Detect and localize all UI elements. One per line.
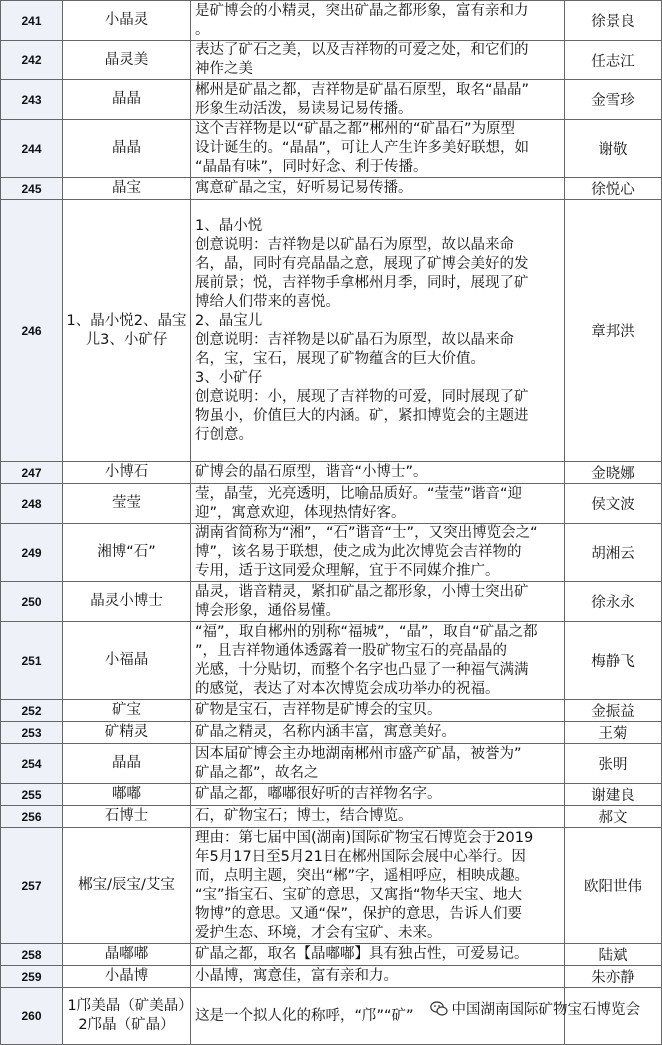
table-row [1,462,662,484]
rationale-line: 湖南省简称为“湘”，“石”谐音“士”，又突出博览会之“ [195,525,538,541]
rationale-line: 寓意矿晶之宝，好听易记易传播。 [195,180,413,196]
rationale-line: 矿晶之都，嘟嘟很好听的吉祥物名字。 [195,786,442,802]
rationale-line: 神作之美 [195,61,253,77]
author-name: 徐永永 [565,582,662,622]
row-number: 247 [1,462,63,484]
author-name: 金雪珍 [565,80,662,120]
table-row [1,828,662,944]
name-rationale [191,582,565,622]
author-name: 谢建良 [565,784,662,806]
rationale-line: “宝”指宝石、宝矿的意思，又寓指“物华天宝、地大 [195,886,523,903]
mascot-name: 1邝美晶（矿美晶）2邝晶（矿晶） [63,988,191,1045]
watermark-text: 中国湖南国际矿物宝石博览会 [451,1002,640,1018]
rationale-line: 小晶博，寓意佳，富有亲和力。 [195,968,398,984]
mascot-name: 晶晶 [63,80,191,120]
mascot-name: 小博石 [63,462,191,484]
table-row [1,966,662,988]
table-row [1,622,662,700]
name-rationale [191,484,565,524]
name-rationale [191,200,565,462]
rationale-line: 名，宝，宝石，展现了矿物蕴含的巨大价值。 [195,350,485,367]
mascot-name: 矿精灵 [63,722,191,744]
rationale-line: “晶晶有味”，同时好念、利于传播。 [195,159,428,175]
rationale-line: 因本届矿博会主办地湖南郴州市盛产矿晶，被誉为” [195,745,522,762]
rationale-line: 矿晶之都”，故名之 [195,764,319,781]
name-rationale [191,944,565,966]
author-name: 章邦洪 [565,200,662,462]
mascot-name: 晶宝 [63,178,191,200]
row-number: 241 [1,1,63,41]
row-number: 257 [1,828,63,944]
row-number: 259 [1,966,63,988]
rationale-line: 物博”的意思。又通“保”，保护的意思，告诉人们要 [195,905,523,922]
author-name: 陆斌 [565,944,662,966]
row-number: 260 [1,988,63,1045]
author-name: 徐悦心 [565,178,662,200]
rationale-line: 晶灵，谐音精灵，紧扣矿晶之都形象，小博士突出矿 [195,583,529,600]
rationale-line: “福”，取自郴州的别称“福城”，“晶”，取自“矿晶之都 [195,623,538,640]
row-number: 254 [1,744,63,784]
rationale-line: 这是一个拟人化的称呼，“邝”“矿” [195,1007,414,1024]
mascot-name: 嘟嘟 [63,784,191,806]
rationale-line: 理由：第七届中国(湖南)国际矿物宝石博览会于2019 [195,829,534,846]
mascot-name: 小福晶 [63,622,191,700]
rationale-line: 爱护生态、环境，才会有宝矿、未来。 [195,924,442,941]
rationale-line: 形象生动活泼，易读易记易传播。 [195,100,413,117]
mascot-name: 郴宝/辰宝/艾宝 [63,828,191,944]
author-name: 梅静飞 [565,622,662,700]
wechat-icon [430,1001,448,1017]
row-number: 243 [1,80,63,120]
author-name: 任志江 [565,41,662,80]
mascot-name: 湘博“石” [63,524,191,582]
name-rationale [191,700,565,722]
author-name: 侯文波 [565,484,662,524]
watermark [430,998,641,1019]
rationale-line: 创意说明：小，展现了吉祥物的可爱，同时展现了矿 [195,388,529,405]
mascot-name: 石博士 [63,806,191,828]
author-name: 朱亦静 [565,966,662,988]
name-rationale [191,462,565,484]
author-name: 张明 [565,744,662,784]
author-name: 谢敬 [565,120,662,178]
author-name: 王菊 [565,722,662,744]
table-row [1,200,662,462]
rationale-line: 创意说明：吉祥物是以矿晶石为原型，故以晶来命 [195,236,514,253]
mascot-name: 1、晶小悦2、晶宝儿3、小矿仔 [63,200,191,462]
name-rationale [191,120,565,178]
name-rationale [191,41,565,80]
table-row [1,582,662,622]
rationale-line: 设计诞生的。“晶晶”，可让人产生许多美好联想，如 [195,140,530,156]
rationale-line: ”，且吉祥物通体透露着一股矿物宝石的亮晶晶的 [195,642,508,659]
row-number: 253 [1,722,63,744]
rationale-line: 展前景；悦，吉祥物手拿郴州月季，同时，展现了矿 [195,274,529,291]
row-number: 244 [1,120,63,178]
name-rationale [191,524,565,582]
rationale-line: 行创意。 [195,426,253,443]
name-rationale [191,806,565,828]
author-name: 金晓娜 [565,462,662,484]
table-row [1,722,662,744]
rationale-line: 的感觉，表达了对本次博览会成功举办的祝福。 [195,680,500,697]
rationale-line: 名，晶，同时有亮晶晶之意，展现了矿博会美好的发 [195,255,529,272]
rationale-line: 石，矿物宝石；博士，结合博览。 [195,808,413,824]
rationale-line: 物虽小，价值巨大的内涵。矿，紧扣博览会的主题进 [195,407,529,424]
rationale-line: 矿博会的晶石原型，谐音“小博士”。 [195,464,428,480]
name-rationale [191,622,565,700]
name-rationale [191,1,565,41]
rationale-line: 。 [195,21,210,38]
rationale-line: 矿物是宝石，吉祥物是矿博会的宝贝。 [195,702,442,718]
row-number: 251 [1,622,63,700]
row-number: 255 [1,784,63,806]
table-row [1,120,662,178]
rationale-line: 3、小矿仔 [195,369,263,386]
mascot-name: 小晶灵 [63,1,191,41]
row-number: 248 [1,484,63,524]
table-row [1,744,662,784]
rationale-line: 博给人们带来的喜悦。 [195,293,340,310]
table-row [1,178,662,200]
table-row [1,944,662,966]
table-row [1,484,662,524]
name-rationale [191,784,565,806]
row-number: 246 [1,200,63,462]
table-row [1,700,662,722]
name-rationale [191,722,565,744]
rationale-line: 这个吉祥物是以“矿晶之都”郴州的“矿晶石”为原型 [195,121,516,137]
rationale-line: 年5月17日至5月21日在郴州国际会展中心举行。因 [195,848,526,865]
name-rationale [191,178,565,200]
rationale-line: 博会形象，通俗易懂。 [195,602,340,619]
mascot-name: 晶嘟嘟 [63,944,191,966]
mascot-name: 晶灵小博士 [63,582,191,622]
rationale-line: 表达了矿石之美，以及吉祥物的可爱之处，和它们的 [195,42,529,58]
table-row [1,1,662,41]
name-rationale [191,80,565,120]
table-row [1,806,662,828]
row-number: 258 [1,944,63,966]
rationale-line: 光感，十分贴切，而整个名字也凸显了一种福气满满 [195,661,529,678]
row-number: 245 [1,178,63,200]
author-name: 欧阳世伟 [565,828,662,944]
rationale-line: 郴州是矿晶之都，吉祥物是矿晶石原型，取名“晶晶” [195,81,530,98]
rationale-line: 莹，晶莹，光亮透明，比喻品质好。“莹莹”谐音“迎 [195,485,523,502]
rationale-line: 迎”，寓意欢迎，体现热情好客。 [195,504,406,521]
rationale-line: 矿晶之精灵，名称内涵丰富，寓意美好。 [195,724,456,740]
table-row [1,524,662,582]
mascot-name: 矿宝 [63,700,191,722]
name-rationale [191,828,565,944]
rationale-line: 专用，适于这同爱众理解，宜于不同媒介推广。 [195,563,500,579]
mascot-name: 晶灵美 [63,41,191,80]
row-number: 256 [1,806,63,828]
name-rationale [191,966,565,988]
mascot-name: 晶晶 [63,120,191,178]
mascot-name: 小晶博 [63,966,191,988]
rationale-line: 创意说明：吉祥物是以矿晶石为原型，故以晶来命 [195,331,514,348]
table-row [1,784,662,806]
row-number: 242 [1,41,63,80]
rationale-line: 1、晶小悦 [195,217,263,234]
rationale-line: 是矿博会的小精灵，突出矿晶之都形象，富有亲和力 [195,2,529,19]
rationale-line: 2、晶宝儿 [195,312,263,329]
author-name: 金振益 [565,700,662,722]
table-row [1,41,662,80]
mascot-name: 晶晶 [63,744,191,784]
rationale-line: 矿晶之都，取名【晶嘟嘟】具有独占性，可爱易记。 [195,946,529,962]
row-number: 250 [1,582,63,622]
mascot-name: 莹莹 [63,484,191,524]
table-row [1,80,662,120]
row-number: 249 [1,524,63,582]
row-number: 252 [1,700,63,722]
author-name: 郝文 [565,806,662,828]
author-name: 胡湘云 [565,524,662,582]
rationale-line: 而，点明主题，突出“郴”字，遥相呼应，相映成趣。 [195,867,530,884]
rationale-line: 博”，该名易于联想，使之成为此次博览会吉祥物的 [195,544,522,560]
name-rationale [191,744,565,784]
author-name: 徐景良 [565,1,662,41]
